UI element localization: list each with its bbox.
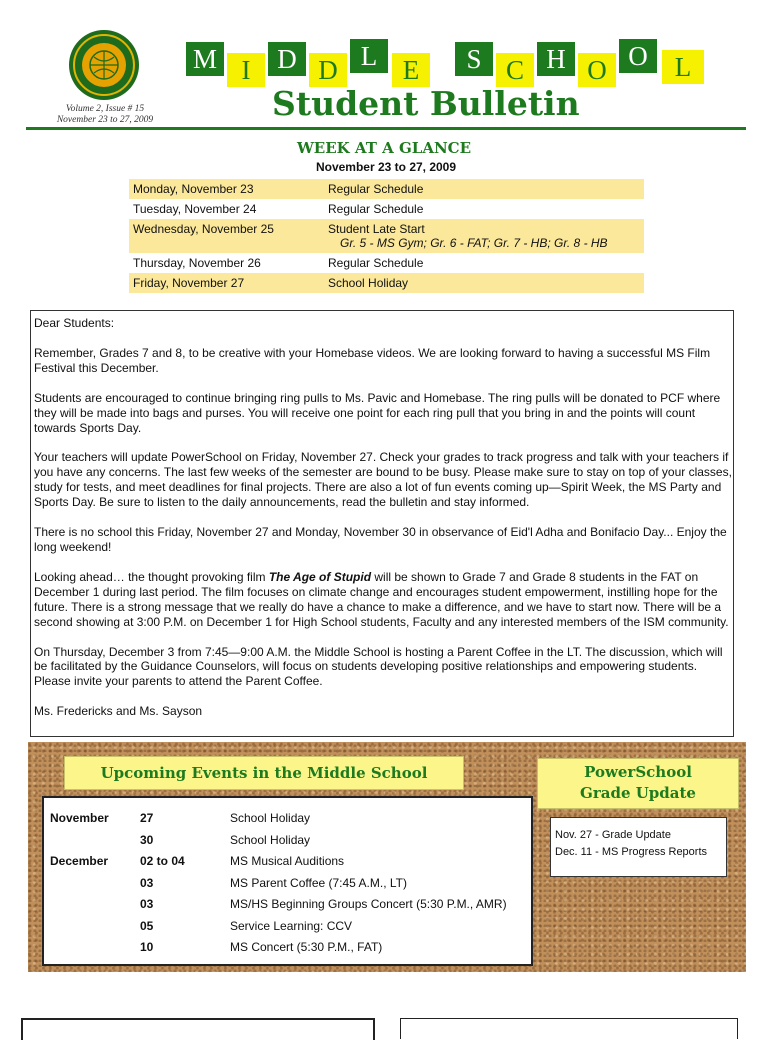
school-seal-logo <box>68 29 140 101</box>
event-month: November <box>50 811 109 825</box>
masthead-letter: E <box>392 53 430 87</box>
powerschool-note: Nov. 27 - Grade Update <box>555 829 671 841</box>
letter-paragraph: There is no school this Friday, November 27 and Monday, November 30 in observance of Eid'l Adha and Bonifacio Day... Enjoy the long weekend! <box>34 525 727 554</box>
masthead-letter: S <box>455 42 493 76</box>
schedule-event: Regular Schedule <box>328 256 424 270</box>
week-schedule-table <box>129 179 644 293</box>
event-date: 05 <box>140 919 154 933</box>
bulletin-title: Student Bulletin <box>272 84 580 123</box>
powerschool-heading-line: PowerSchool <box>584 763 692 781</box>
event-date: 03 <box>140 897 154 911</box>
masthead-letter: C <box>496 53 534 87</box>
header-rule-left <box>26 127 166 130</box>
schedule-event: School Holiday <box>328 276 409 290</box>
powerschool-heading-line: Grade Update <box>580 784 696 802</box>
masthead-letter: L <box>350 39 388 73</box>
event-date: 02 to 04 <box>140 854 185 868</box>
masthead-letter: D <box>309 53 347 87</box>
event-name: MS/HS Beginning Groups Concert (5:30 P.M., AMR) <box>230 897 507 911</box>
masthead-letter: D <box>268 42 306 76</box>
bottom-box-right <box>400 1018 738 1039</box>
masthead-letter: L <box>662 50 704 84</box>
masthead-letter: M <box>186 42 224 76</box>
masthead-letter: I <box>227 53 265 87</box>
powerschool-note: Dec. 11 - MS Progress Reports <box>555 846 708 858</box>
film-title: The Age of Stupid <box>268 569 372 584</box>
schedule-day: Monday, November 23 <box>133 182 254 196</box>
schedule-day: Friday, November 27 <box>133 276 245 290</box>
issue-info <box>30 104 180 126</box>
issue-dates: November 23 to 27, 2009 <box>56 115 154 125</box>
schedule-event: Student Late Start <box>328 222 425 236</box>
letter-text: will be shown to Grade 7 and Grade 8 students in the FAT on December 1 during last period. The film focuses on climate change and encourages student empowerment, instilling hope for the future. There is a strong message that we really do have a chance to make a difference, and we have to start now. There will be a second showing at 3:00 P.M. on December 1 for High School students, Faculty and any interested members of the ISM community. <box>34 569 729 629</box>
event-name: MS Concert (5:30 P.M., FAT) <box>230 940 383 954</box>
event-name: MS Musical Auditions <box>230 854 345 868</box>
upcoming-heading: Upcoming Events in the Middle School <box>64 756 464 790</box>
letter-paragraph: Your teachers will update PowerSchool on Friday, November 27. Check your grades to track progress and talk with your teachers if you have any concerns. The last few weeks of the semester are bound to be busy. Please make sure to stay on top of your classes, study for tests, and meet deadlines for final projects. There are also a lot of fun events coming up—Spirit Week, the MS Party and Sports Day. Be sure to listen to the daily announcements, read the bulletin and stay informed. <box>34 450 732 510</box>
schedule-event-cell <box>328 222 644 250</box>
event-name: School Holiday <box>230 811 311 825</box>
letter-box <box>30 310 734 737</box>
schedule-event: Regular Schedule <box>328 182 424 196</box>
event-date: 27 <box>140 811 154 825</box>
masthead-letter: O <box>578 53 616 87</box>
event-date: 10 <box>140 940 154 954</box>
event-date: 30 <box>140 833 154 847</box>
bottom-box-left <box>21 1018 375 1040</box>
schedule-row <box>129 199 644 219</box>
schedule-day: Tuesday, November 24 <box>133 202 257 216</box>
event-date: 03 <box>140 876 154 890</box>
week-dates: November 23 to 27, 2009 <box>315 160 457 174</box>
letter-signoff: Ms. Fredericks and Ms. Sayson <box>34 704 203 719</box>
schedule-row <box>129 253 644 273</box>
schedule-row <box>129 219 644 253</box>
issue-number: Volume 2, Issue # 15 <box>65 104 145 114</box>
schedule-event-detail: Gr. 5 - MS Gym; Gr. 6 - FAT; Gr. 7 - HB; Gr. 8 - HB <box>340 236 608 250</box>
letter-paragraph <box>34 570 733 630</box>
masthead-letter: O <box>619 39 657 73</box>
schedule-day: Wednesday, November 25 <box>133 222 274 236</box>
letter-greeting: Dear Students: <box>34 316 115 330</box>
letter-paragraph: Students are encouraged to continue bringing ring pulls to Ms. Pavic and Homebase. The ring pulls will be donated to PCF where they will be made into bags and purses. You will receive one point for each ring pull that you bring in and the points will count towards Sports Day. <box>34 390 721 435</box>
event-month: December <box>50 854 109 868</box>
event-name: MS Parent Coffee (7:45 A.M., LT) <box>230 876 407 890</box>
event-name: Service Learning: CCV <box>230 919 353 933</box>
upcoming-events-table <box>42 796 533 966</box>
week-heading: WEEK AT A GLANCE <box>296 139 472 157</box>
powerschool-heading <box>537 758 739 809</box>
event-name: School Holiday <box>230 833 311 847</box>
powerschool-notes <box>550 817 727 877</box>
schedule-day: Thursday, November 26 <box>133 256 261 270</box>
letter-paragraph: On Thursday, December 3 from 7:45—9:00 A.M. the Middle School is hosting a Parent Coffee in the LT. The discussion, which will be facilitated by the Guidance Counselors, will focus on students developing positive relationships and empowering students. Please invite your parents to attend the Parent Coffee. <box>34 644 723 689</box>
header-rule-right <box>166 127 746 130</box>
letter-text: Looking ahead… the thought provoking film <box>34 569 269 584</box>
schedule-event: Regular Schedule <box>328 202 424 216</box>
masthead-letter: H <box>537 42 575 76</box>
schedule-row <box>129 179 644 199</box>
schedule-row <box>129 273 644 293</box>
letter-paragraph: Remember, Grades 7 and 8, to be creative with your Homebase videos. We are looking forward to having a successful MS Film Festival this December. <box>34 345 711 375</box>
